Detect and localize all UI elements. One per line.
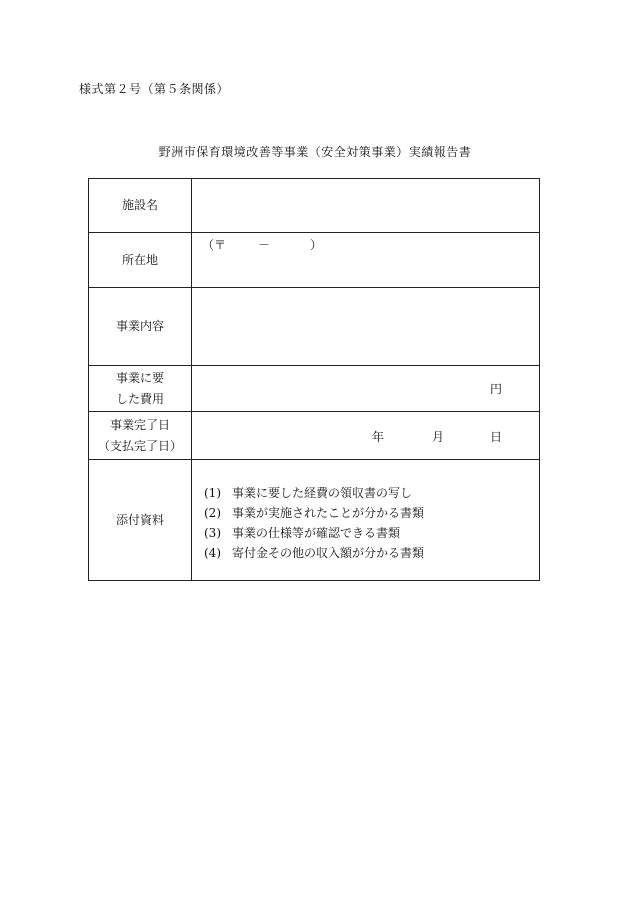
cost-field[interactable]	[192, 366, 540, 412]
attachment-number: (2)	[204, 506, 221, 520]
cost-label-line2: した費用	[115, 391, 164, 406]
facility-name-row	[89, 179, 540, 233]
attachment-number: (3)	[204, 526, 221, 540]
attachments-field	[192, 460, 540, 581]
attachment-item	[204, 523, 424, 543]
project-content-label: 事業内容	[89, 288, 192, 366]
completion-date-label	[89, 412, 192, 460]
attachments-list	[204, 483, 424, 563]
date-day-unit: 日	[490, 430, 503, 444]
location-label: 所在地	[89, 233, 192, 288]
report-table	[88, 178, 540, 581]
date-month-unit: 月	[432, 430, 445, 444]
cost-label	[89, 366, 192, 412]
completion-date-label-line2: （支払完了日）	[97, 438, 182, 453]
attachment-item	[204, 543, 424, 563]
facility-name-label: 施設名	[89, 179, 192, 233]
project-content-field[interactable]	[192, 288, 540, 366]
cost-unit: 円	[490, 382, 503, 396]
cost-row	[89, 366, 540, 412]
postal-dash: －	[258, 238, 271, 252]
attachments-label: 添付資料	[89, 460, 192, 581]
attachment-item	[204, 483, 424, 503]
date-year-unit: 年	[372, 430, 385, 444]
attachment-number: (1)	[204, 486, 221, 500]
attachment-item	[204, 503, 424, 523]
completion-date-row	[89, 412, 540, 460]
attachment-text: 事業に要した経費の領収書の写し	[232, 486, 413, 500]
attachment-text: 事業の仕様等が確認できる書類	[232, 526, 401, 540]
attachment-text: 寄付金その他の収入額が分かる書類	[232, 546, 425, 560]
document-title: 野洲市保育環境改善等事業（安全対策事業）実績報告書	[158, 145, 472, 159]
cost-label-line1: 事業に要	[115, 370, 164, 385]
completion-date-field[interactable]	[192, 412, 540, 460]
facility-name-field[interactable]	[192, 179, 540, 233]
completion-date-label-line1: 事業完了日	[109, 417, 170, 432]
postal-open: （〒	[202, 238, 227, 252]
location-field[interactable]	[192, 233, 540, 288]
attachment-text: 事業が実施されたことが分かる書類	[232, 506, 425, 520]
location-row	[89, 233, 540, 288]
attachment-number: (4)	[204, 546, 221, 560]
form-number: 様式第２号（第５条関係）	[79, 82, 230, 96]
attachments-row	[89, 460, 540, 581]
project-content-row	[89, 288, 540, 366]
postal-close: ）	[310, 238, 323, 252]
